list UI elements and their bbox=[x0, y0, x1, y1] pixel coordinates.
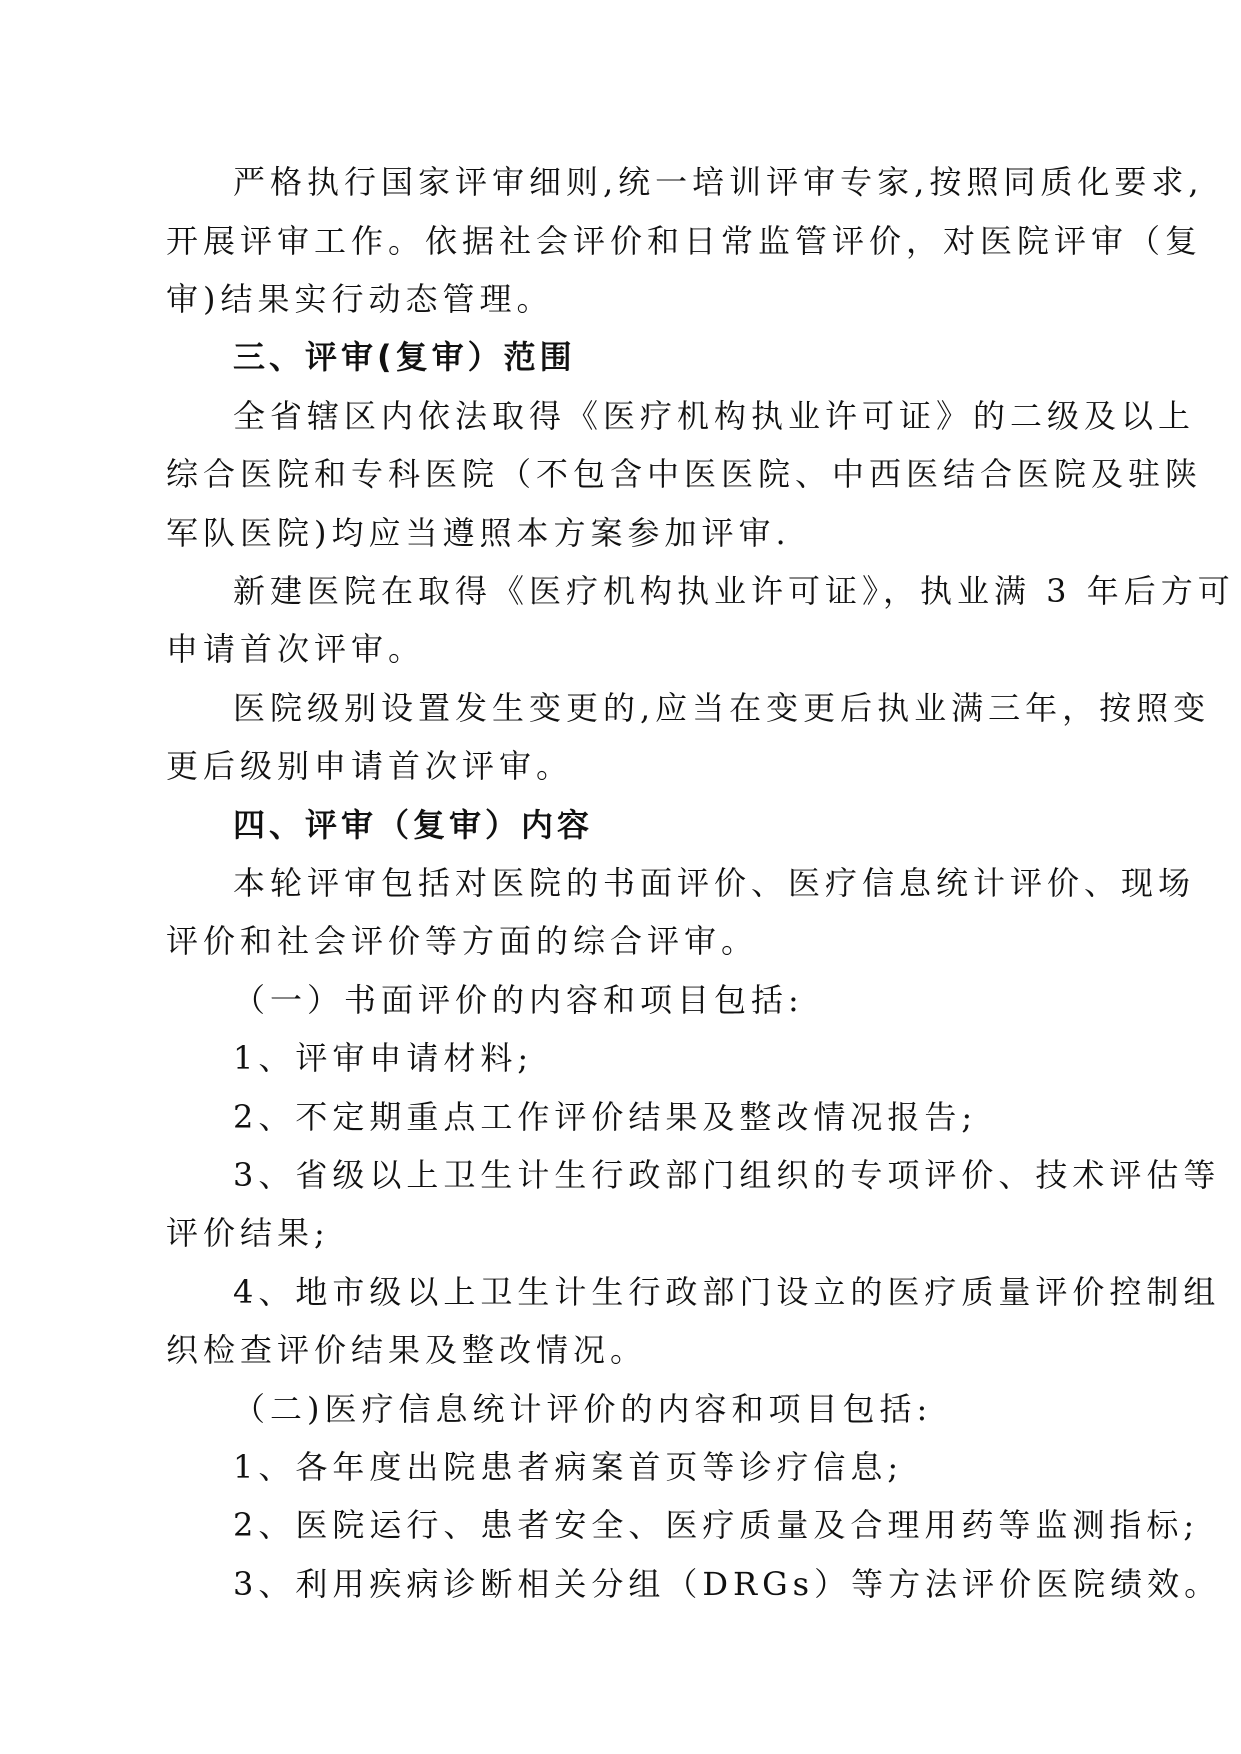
paragraph-line: 申请首次评审。 bbox=[166, 630, 426, 668]
list-item: 3、利用疾病诊断相关分组（DRGs）等方法评价医院绩效。 bbox=[233, 1565, 1222, 1603]
paragraph-line: 更后级别申请首次评审。 bbox=[166, 747, 574, 785]
section-heading-3: 三、评审(复审）范围 bbox=[233, 338, 576, 376]
paragraph-line: 审)结果实行动态管理。 bbox=[166, 280, 554, 318]
list-item: 4、地市级以上卫生计生行政部门设立的医疗质量评价控制组 bbox=[233, 1273, 1221, 1311]
paragraph-line: 开展评审工作。依据社会评价和日常监管评价，对医院评审（复 bbox=[166, 222, 1203, 260]
paragraph-line: 医院级别设置发生变更的,应当在变更后执业满三年，按照变 bbox=[233, 689, 1211, 727]
subsection-heading: （一）书面评价的内容和项目包括: bbox=[233, 981, 804, 1019]
list-item: 2、不定期重点工作评价结果及整改情况报告; bbox=[233, 1098, 978, 1136]
list-item: 2、医院运行、患者安全、医疗质量及合理用药等监测指标; bbox=[233, 1506, 1200, 1544]
list-item: 3、省级以上卫生计生行政部门组织的专项评价、技术评估等 bbox=[233, 1156, 1221, 1194]
paragraph-line: 本轮评审包括对医院的书面评价、医疗信息统计评价、现场 bbox=[233, 864, 1196, 902]
list-item-continuation: 织检查评价结果及整改情况。 bbox=[166, 1331, 648, 1369]
section-heading-4: 四、评审（复审）内容 bbox=[233, 806, 594, 844]
subsection-heading: （二)医疗信息统计评价的内容和项目包括: bbox=[233, 1390, 933, 1428]
list-item: 1、各年度出院患者病案首页等诊疗信息; bbox=[233, 1448, 904, 1486]
paragraph-line: 新建医院在取得《医疗机构执业许可证》，执业满 3 年后方可 bbox=[233, 572, 1235, 610]
paragraph-line: 评价和社会评价等方面的综合评审。 bbox=[166, 922, 759, 960]
paragraph-line: 全省辖区内依法取得《医疗机构执业许可证》的二级及以上 bbox=[233, 397, 1196, 435]
paragraph-line: 军队医院)均应当遵照本方案参加评审. bbox=[166, 514, 791, 552]
list-item: 1、评审申请材料; bbox=[233, 1039, 534, 1077]
list-item-continuation: 评价结果; bbox=[166, 1214, 330, 1252]
paragraph-line: 综合医院和专科医院（不包含中医医院、中西医结合医院及驻陕 bbox=[166, 455, 1203, 493]
paragraph-line: 严格执行国家评审细则,统一培训评审专家,按照同质化要求, bbox=[233, 163, 1204, 201]
